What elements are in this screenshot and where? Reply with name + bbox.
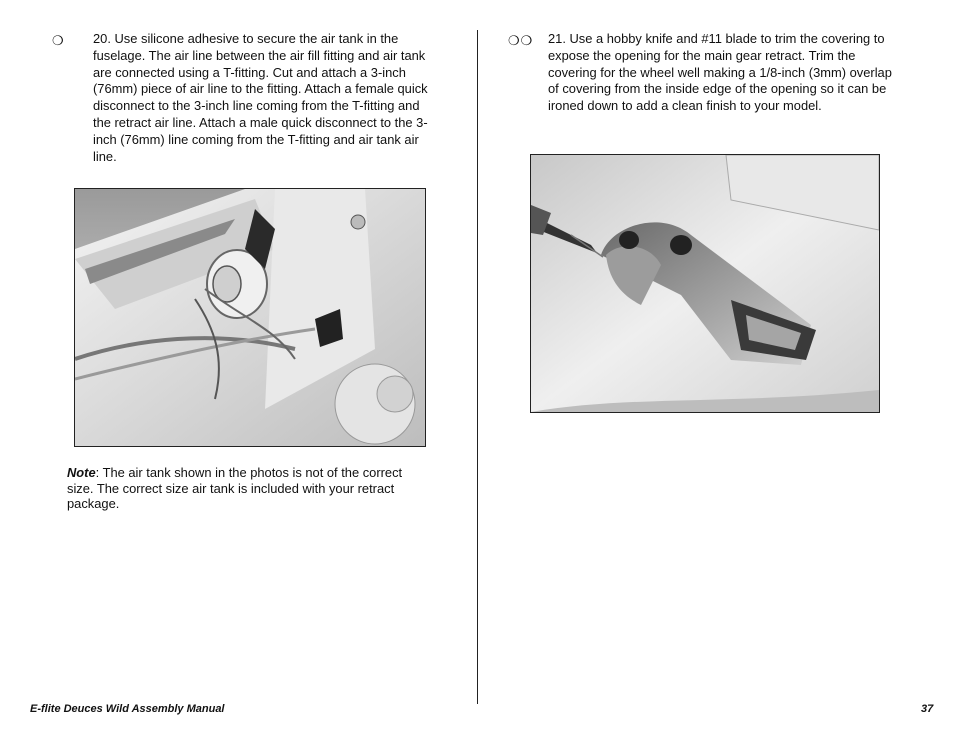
step-20-text: 20. Use silicone adhesive to secure the air tank in the fuselage. The air line between the air fill fitting and air tank are connected using a T-fitting. Cut and attach a 3-inch (76mm) piece of air line to the fitting. Attach a female quick disconnect to the 3-inch line coming from the T-fitting and the retract air line. Attach a male quick disconnect to the 3-inch (76mm) line coming from the T-fitting and air tank air line. [93, 31, 428, 164]
step-21-text: 21. Use a hobby knife and #11 blade to trim the covering to expose the opening for the main gear retract. Trim the covering for the wheel well making a 1/8-inch (3mm) overlap of covering from the inside edge of the opening so it can be ironed down to add a clean finish to your model. [548, 31, 892, 114]
wheel-well-photo [530, 154, 880, 413]
note-paragraph [67, 465, 412, 512]
step-21-checkbox[interactable]: ❍❍ [508, 33, 534, 48]
note-text: : The air tank shown in the photos is not of the correct size. The correct size air tank is included with your retract package. [67, 465, 403, 512]
note-label: Note [67, 465, 96, 480]
air-tank-photo [74, 188, 426, 447]
footer-manual-title: E-flite Deuces Wild Assembly Manual [30, 703, 225, 715]
footer-page-number: 37 [921, 703, 934, 715]
step-20-checkbox[interactable]: ❍ [52, 33, 65, 48]
column-divider [477, 30, 478, 704]
